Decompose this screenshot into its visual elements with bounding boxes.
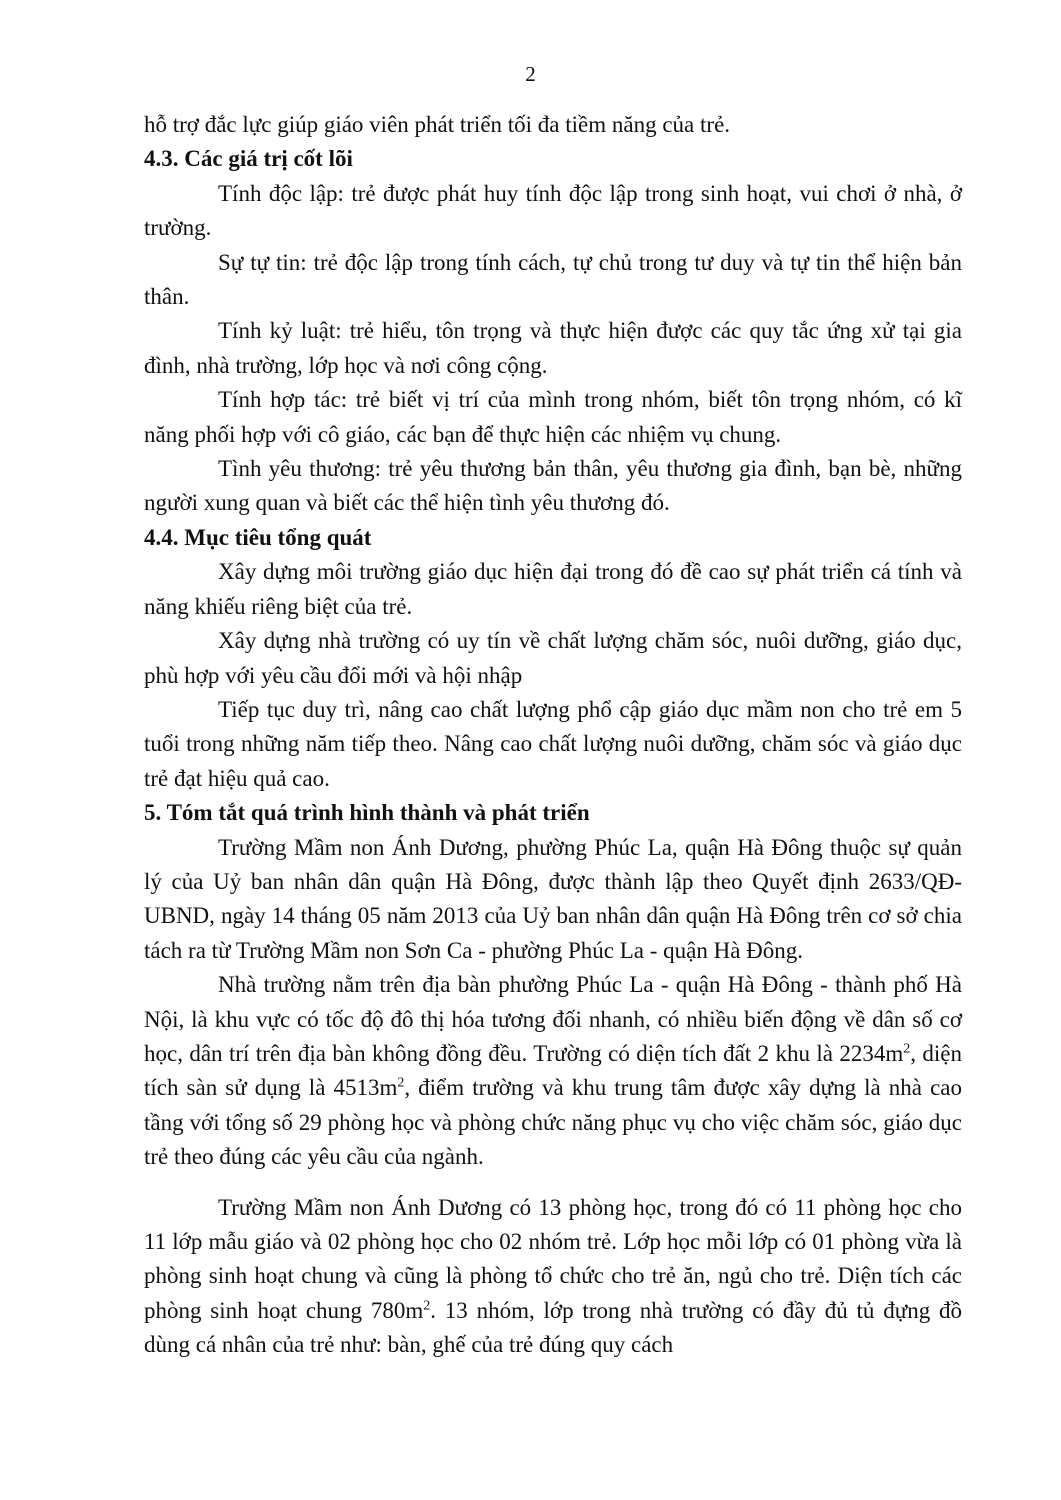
- goal-paragraph-3: Tiếp tục duy trì, nâng cao chất lượng phổ cập giáo dục mầm non cho trẻ em 5 tuổi trong những năm tiếp theo. Nâng cao chất lượng nuôi dưỡng, chăm sóc và giáo dục trẻ đạt hiệu quả cao.: [144, 696, 962, 791]
- history-paragraph-3: [144, 1191, 962, 1363]
- superscript: 2: [423, 1298, 431, 1314]
- core-value-discipline: Tính kỷ luật: trẻ hiểu, tôn trọng và thực hiện được các quy tắc ứng xử tại gia đình, nhà trường, lớp học và nơi công cộng.: [144, 318, 962, 378]
- history-paragraph-2: [144, 968, 962, 1174]
- core-value-independence: Tính độc lập: trẻ được phát huy tính độc lập trong sinh hoạt, vui chơi ở nhà, ở trường.: [144, 180, 962, 241]
- section-heading-5: 5. Tóm tắt quá trình hình thành và phát triển: [144, 800, 590, 826]
- text-run: Nhà trường nằm trên địa bàn phường Phúc La - quận Hà Đông - thành phố Hà Nội, là khu vực có tốc độ đô thị hóa tương đối nhanh, có nhiều biến động về dân số cơ học, dân trí trên địa bàn không đồng đều. Trường có diện tích đất 2 khu là 2234m: [144, 972, 962, 1066]
- goal-paragraph-1: Xây dựng môi trường giáo dục hiện đại trong đó đề cao sự phát triển cá tính và năng khiếu riêng biệt của trẻ.: [144, 559, 962, 619]
- text-run: , diện tích sàn sử dụng là 4513m: [144, 1040, 962, 1101]
- section-heading-4-3: 4.3. Các giá trị cốt lõi: [144, 146, 353, 172]
- core-value-confidence: Sự tự tin: trẻ độc lập trong tính cách, tự chủ trong tư duy và tự tin thể hiện bản thân.: [144, 249, 962, 310]
- text-run: . 13 nhóm, lớp trong nhà trường có đầy đủ tủ đựng đồ dùng cá nhân của trẻ như: bàn, ghế của trẻ đúng quy cách: [144, 1297, 962, 1358]
- goal-paragraph-2: Xây dựng nhà trường có uy tín về chất lượng chăm sóc, nuôi dưỡng, giáo dục, phù hợp với yêu cầu đổi mới và hội nhập: [144, 628, 962, 688]
- page-body: [144, 108, 962, 1363]
- superscript: 2: [397, 1075, 405, 1091]
- text-run: Trường Mầm non Ánh Dương có 13 phòng học, trong đó có 11 phòng học cho 11 lớp mẫu giáo và 02 phòng học cho 02 nhóm trẻ. Lớp học mỗi lớp có 01 phòng vừa là phòng sinh hoạt chung và cũng là phòng tổ chức cho trẻ ăn, ngủ cho trẻ. Diện tích các phòng sinh hoạt chung 780m: [144, 1194, 962, 1323]
- page-number: 2: [525, 62, 536, 86]
- section-heading-4-4: 4.4. Mục tiêu tổng quát: [144, 524, 372, 550]
- superscript: 2: [903, 1041, 911, 1057]
- core-value-love: Tình yêu thương: trẻ yêu thương bản thân, yêu thương gia đình, bạn bè, những người xung quan và biết các thể hiện tình yêu thương đó.: [144, 456, 962, 516]
- intro-paragraph: hỗ trợ đắc lực giúp giáo viên phát triển tối đa tiềm năng của trẻ.: [144, 112, 731, 137]
- core-value-cooperation: Tính hợp tác: trẻ biết vị trí của mình trong nhóm, biết tôn trọng nhóm, có kĩ năng phối hợp với cô giáo, các bạn để thực hiện các nhiệm vụ chung.: [144, 387, 962, 447]
- history-paragraph-1: Trường Mầm non Ánh Dương, phường Phúc La, quận Hà Đông thuộc sự quản lý của Uỷ ban nhân dân quận Hà Đông, được thành lập theo Quyết định 2633/QĐ-UBND, ngày 14 tháng 05 năm 2013 của Uỷ ban nhân dân quận Hà Đông trên cơ sở chia tách ra từ Trường Mầm non Sơn Ca - phường Phúc La - quận Hà Đông.: [144, 834, 962, 963]
- text-run: , điểm trường và khu trung tâm được xây dựng là nhà cao tầng với tổng số 29 phòng học và phòng chức năng phục vụ cho việc chăm sóc, giáo dục trẻ theo đúng các yêu cầu của ngành.: [144, 1075, 962, 1170]
